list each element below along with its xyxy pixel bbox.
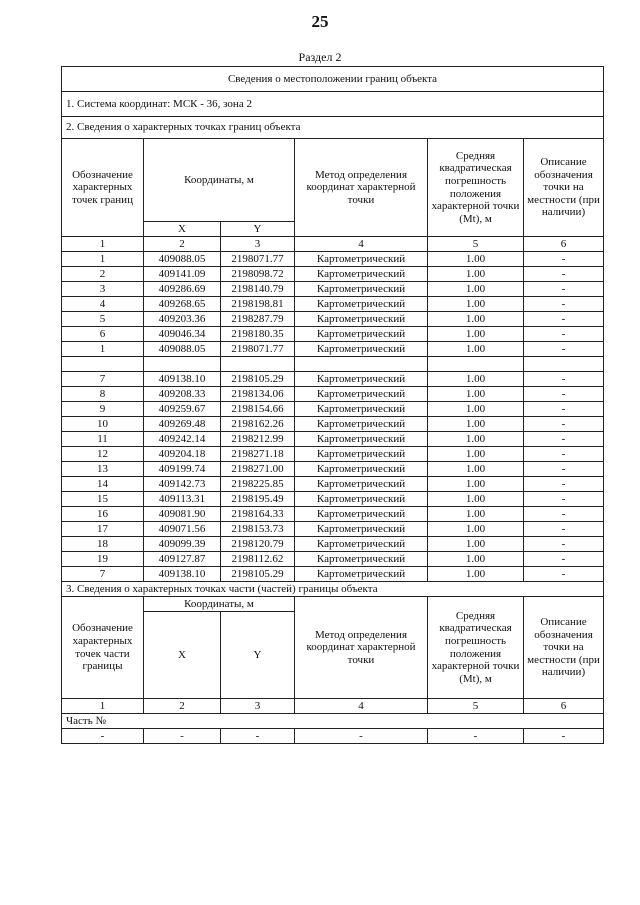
- table-cell: -: [524, 477, 604, 492]
- header-designation: Обозначение характерных точек границ: [62, 139, 144, 237]
- table-cell: -: [524, 297, 604, 312]
- table-row: [62, 417, 604, 432]
- section3-title: 3. Сведения о характерных точках части (частей) границы объекта: [62, 582, 604, 597]
- separator-cell: [428, 357, 524, 372]
- table-row: [62, 372, 604, 387]
- table-row: [62, 507, 604, 522]
- table-row: [62, 447, 604, 462]
- table-cell: 16: [62, 507, 144, 522]
- table-cell: 409208.33: [144, 387, 221, 402]
- table-cell: 2198212.99: [221, 432, 295, 447]
- table-cell: 409138.10: [144, 372, 221, 387]
- table-cell: -: [428, 729, 524, 744]
- table-cell: 8: [62, 387, 144, 402]
- table-cell: Картометрический: [295, 552, 428, 567]
- table-cell: -: [524, 447, 604, 462]
- table-cell: 1.00: [428, 387, 524, 402]
- table-cell: 5: [62, 312, 144, 327]
- table-cell: Картометрический: [295, 492, 428, 507]
- table-cell: -: [524, 417, 604, 432]
- page-number: 25: [311, 12, 329, 31]
- table-cell: 409242.14: [144, 432, 221, 447]
- header-accuracy: Средняя квадратическая погрешность положения характерной точки (Mt), м: [428, 139, 524, 237]
- table-cell: 1: [62, 252, 144, 267]
- table-cell: 1.00: [428, 252, 524, 267]
- header-method: Метод определения координат характерной точки: [295, 139, 428, 237]
- table-cell: 1.00: [428, 462, 524, 477]
- column-number: 4: [295, 237, 428, 252]
- table-row: [62, 432, 604, 447]
- table-cell: 409081.90: [144, 507, 221, 522]
- table-cell: 11: [62, 432, 144, 447]
- table-cell: 2198164.33: [221, 507, 295, 522]
- table-cell: 1.00: [428, 492, 524, 507]
- table-cell: -: [524, 372, 604, 387]
- table-row: [62, 327, 604, 342]
- table-cell: 409127.87: [144, 552, 221, 567]
- column-number: 4: [295, 699, 428, 714]
- table-cell: -: [295, 729, 428, 744]
- s3-header-y: Y: [221, 612, 295, 699]
- table-row: [62, 522, 604, 537]
- table-row: [62, 402, 604, 417]
- table-cell: 2198153.73: [221, 522, 295, 537]
- table-cell: Картометрический: [295, 537, 428, 552]
- s3-header-accuracy: Средняя квадратическая погрешность положения характерной точки (Mt), м: [428, 597, 524, 699]
- table-cell: 409269.48: [144, 417, 221, 432]
- header-x: X: [144, 222, 221, 237]
- table-cell: 1.00: [428, 372, 524, 387]
- table-cell: 1.00: [428, 402, 524, 417]
- table-cell: -: [524, 432, 604, 447]
- table-cell: Картометрический: [295, 312, 428, 327]
- column-number: 6: [524, 699, 604, 714]
- table-cell: Картометрический: [295, 522, 428, 537]
- table-cell: -: [524, 522, 604, 537]
- table-cell: 17: [62, 522, 144, 537]
- s3-header-x: X: [144, 612, 221, 699]
- table-cell: Картометрический: [295, 252, 428, 267]
- table-cell: Картометрический: [295, 477, 428, 492]
- table-cell: 1.00: [428, 552, 524, 567]
- table-cell: 1.00: [428, 477, 524, 492]
- column-number: 3: [221, 699, 295, 714]
- s3-header-designation: Обозначение характерных точек части границы: [62, 597, 144, 699]
- table-cell: 409203.36: [144, 312, 221, 327]
- column-number: 5: [428, 699, 524, 714]
- table-row: [62, 312, 604, 327]
- table-cell: Картометрический: [295, 447, 428, 462]
- table-cell: Картометрический: [295, 462, 428, 477]
- table-cell: 2198071.77: [221, 342, 295, 357]
- table-cell: 409268.65: [144, 297, 221, 312]
- table-cell: 19: [62, 552, 144, 567]
- table-cell: 1.00: [428, 417, 524, 432]
- table-cell: 2198120.79: [221, 537, 295, 552]
- table-cell: -: [524, 312, 604, 327]
- table-cell: 2198071.77: [221, 252, 295, 267]
- table-row: [62, 267, 604, 282]
- table-row: [62, 387, 604, 402]
- table-cell: 7: [62, 372, 144, 387]
- table-cell: 12: [62, 447, 144, 462]
- table-cell: 2198271.18: [221, 447, 295, 462]
- table-cell: Картометрический: [295, 507, 428, 522]
- table-cell: 1.00: [428, 522, 524, 537]
- table-cell: 1.00: [428, 567, 524, 582]
- table-cell: 2198140.79: [221, 282, 295, 297]
- column-number: 2: [144, 237, 221, 252]
- table-cell: 2: [62, 267, 144, 282]
- table-cell: Картометрический: [295, 327, 428, 342]
- s3-header-coords: Координаты, м: [144, 597, 295, 612]
- table-cell: Картометрический: [295, 282, 428, 297]
- table-cell: 3: [62, 282, 144, 297]
- table-cell: 2198287.79: [221, 312, 295, 327]
- header-y: Y: [221, 222, 295, 237]
- table-cell: 1.00: [428, 327, 524, 342]
- table-cell: 409142.73: [144, 477, 221, 492]
- table-cell: 2198180.35: [221, 327, 295, 342]
- header-coords: Координаты, м: [144, 139, 295, 222]
- table-cell: 409259.67: [144, 402, 221, 417]
- table-cell: 409088.05: [144, 252, 221, 267]
- table-cell: 409286.69: [144, 282, 221, 297]
- table-cell: 1.00: [428, 297, 524, 312]
- table-cell: Картометрический: [295, 432, 428, 447]
- table-cell: Картометрический: [295, 297, 428, 312]
- section2-title: 2. Сведения о характерных точках границ объекта: [62, 117, 604, 139]
- table-row: [62, 342, 604, 357]
- table-cell: 15: [62, 492, 144, 507]
- coord-system: 1. Система координат: МСК - 36, зона 2: [62, 92, 604, 117]
- table-cell: 1.00: [428, 282, 524, 297]
- table-cell: 2198105.29: [221, 372, 295, 387]
- table-cell: 13: [62, 462, 144, 477]
- table-cell: 409046.34: [144, 327, 221, 342]
- table-cell: 18: [62, 537, 144, 552]
- table-cell: -: [524, 267, 604, 282]
- table-cell: Картометрический: [295, 417, 428, 432]
- table-cell: 6: [62, 327, 144, 342]
- table-cell: 409204.18: [144, 447, 221, 462]
- table-row: [62, 297, 604, 312]
- table-row: [62, 252, 604, 267]
- table-cell: 1.00: [428, 432, 524, 447]
- table-cell: 1.00: [428, 267, 524, 282]
- header-description: Описание обозначения точки на местности (при наличии): [524, 139, 604, 237]
- boundary-table: [61, 66, 604, 744]
- table-cell: Картометрический: [295, 402, 428, 417]
- table-cell: -: [524, 567, 604, 582]
- table-cell: 409141.09: [144, 267, 221, 282]
- table-cell: -: [524, 537, 604, 552]
- table-cell: Картометрический: [295, 567, 428, 582]
- table-cell: -: [524, 252, 604, 267]
- separator-cell: [144, 357, 221, 372]
- table-cell: -: [524, 402, 604, 417]
- table-cell: 2198098.72: [221, 267, 295, 282]
- column-number: 2: [144, 699, 221, 714]
- s3-header-method: Метод определения координат характерной точки: [295, 597, 428, 699]
- table-cell: 2198154.66: [221, 402, 295, 417]
- table-cell: -: [524, 552, 604, 567]
- table-cell: 2198271.00: [221, 462, 295, 477]
- table-cell: 2198225.85: [221, 477, 295, 492]
- table-row: [62, 492, 604, 507]
- table-cell: -: [524, 342, 604, 357]
- table-cell: -: [524, 327, 604, 342]
- section-label: Раздел 2: [298, 50, 342, 64]
- table-cell: 2198134.06: [221, 387, 295, 402]
- table-cell: 2198105.29: [221, 567, 295, 582]
- table-cell: 409113.31: [144, 492, 221, 507]
- table-cell: 1.00: [428, 507, 524, 522]
- table-cell: 4: [62, 297, 144, 312]
- table-cell: 2198112.62: [221, 552, 295, 567]
- table-row: [62, 477, 604, 492]
- table-cell: 409138.10: [144, 567, 221, 582]
- table-cell: 409099.39: [144, 537, 221, 552]
- column-number: 1: [62, 699, 144, 714]
- table-cell: -: [524, 282, 604, 297]
- table-row: [62, 462, 604, 477]
- table-row: [62, 552, 604, 567]
- table-cell: Картометрический: [295, 267, 428, 282]
- separator-cell: [221, 357, 295, 372]
- column-number: 1: [62, 237, 144, 252]
- table-title: Сведения о местоположении границ объекта: [62, 67, 604, 92]
- table-cell: 10: [62, 417, 144, 432]
- table-cell: -: [524, 462, 604, 477]
- column-number: 6: [524, 237, 604, 252]
- table-cell: 1.00: [428, 537, 524, 552]
- separator-cell: [524, 357, 604, 372]
- table-cell: 1.00: [428, 312, 524, 327]
- table-row: [62, 567, 604, 582]
- table-cell: 2198162.26: [221, 417, 295, 432]
- table-cell: 1.00: [428, 342, 524, 357]
- s3-header-description: Описание обозначения точки на местности (при наличии): [524, 597, 604, 699]
- table-cell: 409199.74: [144, 462, 221, 477]
- table-row: [62, 537, 604, 552]
- table-row: [62, 282, 604, 297]
- table-cell: 2198198.81: [221, 297, 295, 312]
- table-cell: Картометрический: [295, 372, 428, 387]
- table-cell: 2198195.49: [221, 492, 295, 507]
- table-cell: -: [524, 492, 604, 507]
- table-cell: -: [144, 729, 221, 744]
- table-cell: 1: [62, 342, 144, 357]
- separator-cell: [295, 357, 428, 372]
- column-number: 5: [428, 237, 524, 252]
- table-cell: -: [524, 507, 604, 522]
- table-cell: 9: [62, 402, 144, 417]
- table-cell: -: [524, 729, 604, 744]
- table-cell: -: [524, 387, 604, 402]
- part-label: Часть №: [62, 714, 604, 729]
- table-cell: 1.00: [428, 447, 524, 462]
- table-cell: -: [62, 729, 144, 744]
- table-cell: Картометрический: [295, 342, 428, 357]
- table-cell: 14: [62, 477, 144, 492]
- separator-cell: [62, 357, 144, 372]
- table-cell: -: [221, 729, 295, 744]
- table-cell: 409088.05: [144, 342, 221, 357]
- table-cell: 7: [62, 567, 144, 582]
- table-cell: Картометрический: [295, 387, 428, 402]
- table-cell: 409071.56: [144, 522, 221, 537]
- column-number: 3: [221, 237, 295, 252]
